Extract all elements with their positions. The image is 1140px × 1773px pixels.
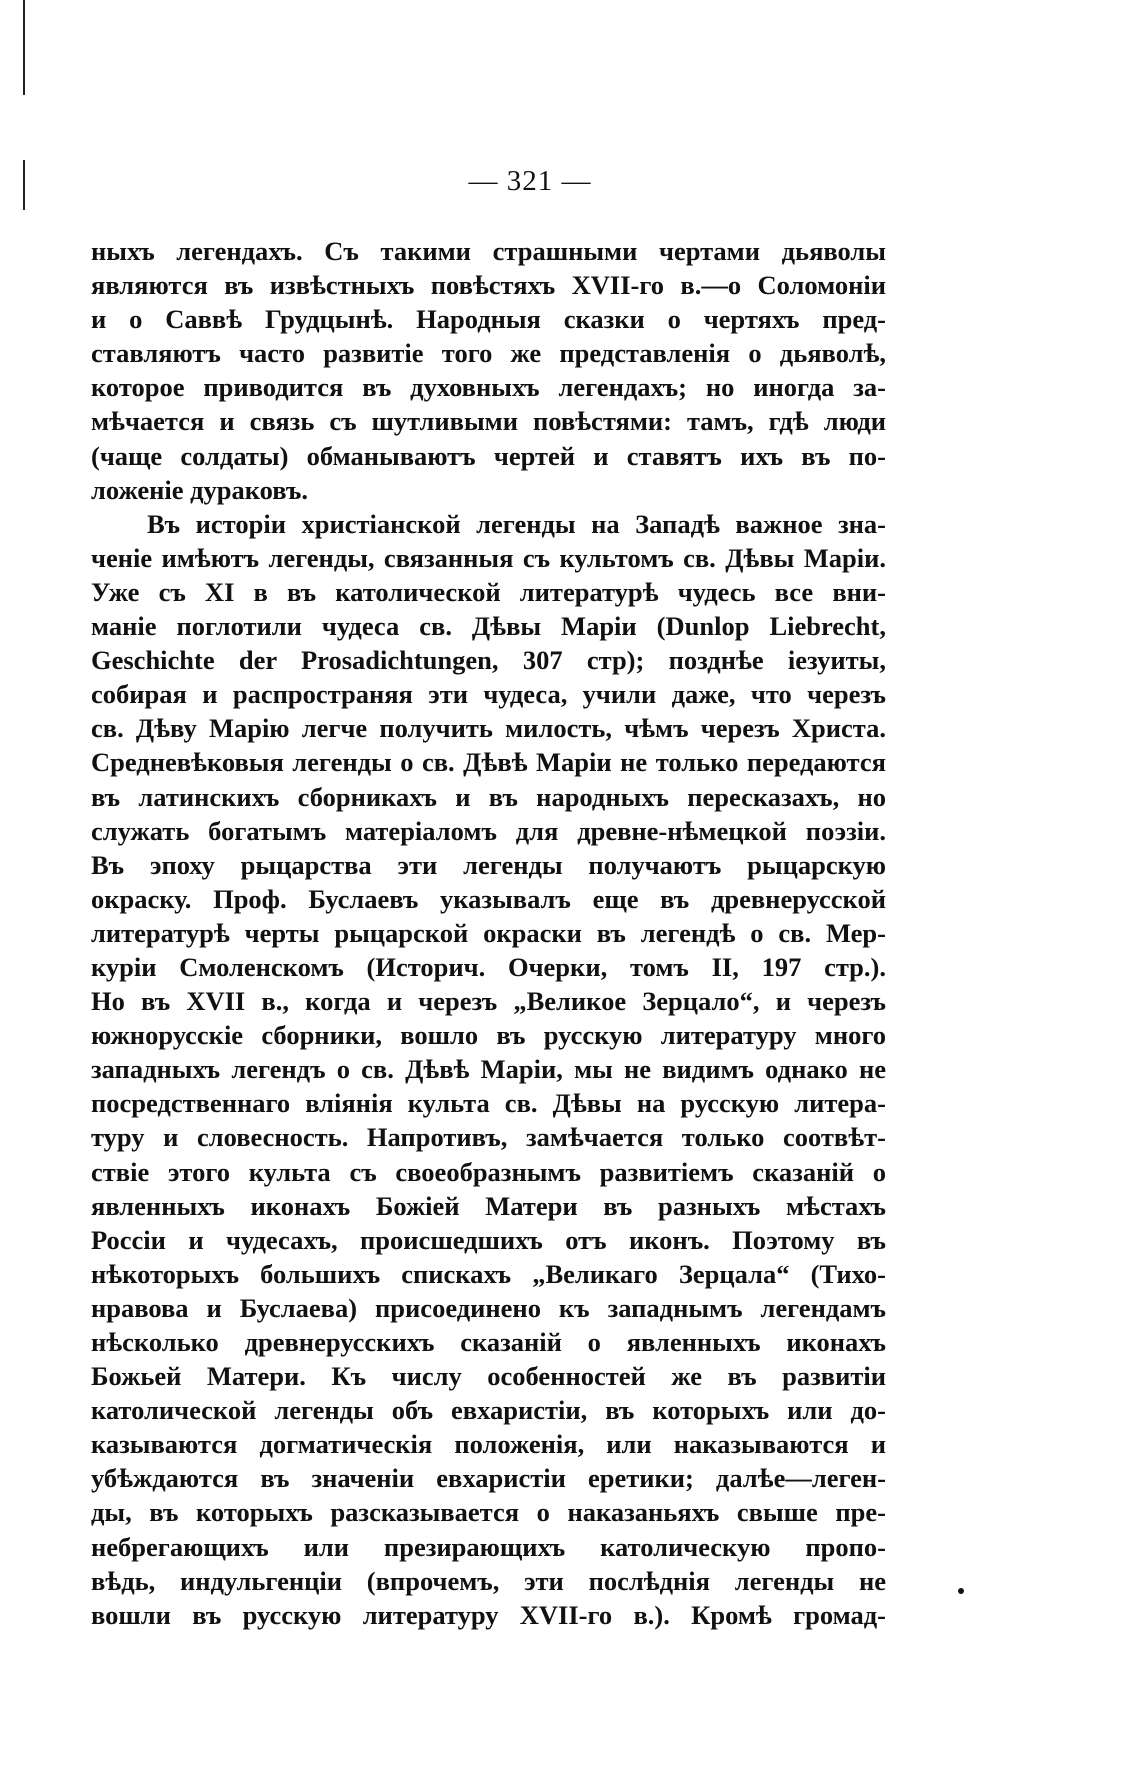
text-line: убѣждаются въ значеніи евхаристіи еретики; далѣе—леген- xyxy=(91,1463,886,1494)
text-line: Уже съ XI в въ католической литературѣ чудесь все вни- xyxy=(91,576,886,607)
text-line: ствіе этого культа съ своеобразнымъ развитіемъ сказаній о xyxy=(91,1156,886,1187)
text-line: мѣчается и связь съ шутливыми повѣстями: тамъ, гдѣ люди xyxy=(91,406,886,437)
text-line: литературѣ черты рыцарской окраски въ легендѣ о св. Мер- xyxy=(91,917,886,948)
text-line: вошли въ русскую литературу XVII-го в.). Кромѣ громад- xyxy=(91,1599,886,1630)
text-line: окраску. Проф. Буслаевъ указывалъ еще въ древнерусской xyxy=(91,883,886,914)
text-line: Geschichte der Prosadichtungen, 307 стр); позднѣе іезуиты, xyxy=(91,645,886,676)
text-line: нравова и Буслаева) присоединено къ западнымъ легендамъ xyxy=(91,1292,886,1323)
text-line: въ латинскихъ сборникахъ и въ народныхъ пересказахъ, но xyxy=(91,781,886,812)
text-line: куріи Смоленскомъ (Историч. Очерки, томъ II, 197 стр.). xyxy=(91,951,886,982)
text-line: нѣсколько древнерусскихъ сказаній о явленныхъ иконахъ xyxy=(91,1327,886,1357)
scan-edge-mark xyxy=(23,0,25,95)
text-line: ды, въ которыхъ разсказывается о наказаньяхъ свыше пре- xyxy=(91,1497,886,1528)
text-line: собирая и распространяя эти чудеса, учили даже, что черезъ xyxy=(91,679,886,710)
text-line: Россіи и чудесахъ, происшедшихъ отъ иконъ. Поэтому въ xyxy=(91,1224,886,1255)
text-line: Въ эпоху рыцарства эти легенды получаютъ рыцарскую xyxy=(91,849,886,880)
text-line: и о Саввѣ Грудцынѣ. Народныя сказки о чертяхъ пред- xyxy=(91,304,886,335)
text-line: Въ исторіи христіанской легенды на Западѣ важное зна- xyxy=(147,508,886,539)
text-line: явленныхъ иконахъ Божіей Матери въ разныхъ мѣстахъ xyxy=(91,1190,886,1221)
body-text xyxy=(91,234,886,1632)
text-line: Средневѣковыя легенды о св. Дѣвѣ Маріи не только передаются xyxy=(91,747,886,778)
text-line: (чаще солдаты) обманываютъ чертей и ставятъ ихъ въ по- xyxy=(91,440,886,471)
text-line: южнорусскіе сборники, вошло въ русскую литературу много xyxy=(91,1020,886,1051)
text-line: ныхъ легендахъ. Съ такими страшными чертами дьяволы xyxy=(91,236,886,266)
scan-speck xyxy=(958,1588,964,1594)
text-line: ложеніе дураковъ. xyxy=(91,474,308,505)
text-line: являются въ извѣстныхъ повѣстяхъ XVII-го в.—о Соломоніи xyxy=(91,270,886,301)
text-line: маніе поглотили чудеса св. Дѣвы Маріи (Dunlop Liebrecht, xyxy=(91,611,886,642)
text-line: Божьей Матери. Къ числу особенностей же въ развитіи xyxy=(91,1361,886,1392)
text-line: нѣкоторыхъ большихъ спискахъ „Великаго Зерцала“ (Тихо- xyxy=(91,1258,886,1289)
text-line: посредственнаго вліянія культа св. Дѣвы на русскую литера- xyxy=(91,1088,886,1119)
text-line: католической легенды объ евхаристіи, въ которыхъ или до- xyxy=(91,1395,886,1426)
text-line: Но въ XVII в., когда и черезъ „Великое Зерцало“, и черезъ xyxy=(91,986,886,1017)
text-line: которое приводится въ духовныхъ легендахъ; но иногда за- xyxy=(91,372,886,403)
text-line: западныхъ легендъ о св. Дѣвѣ Маріи, мы не видимъ однако не xyxy=(91,1054,886,1085)
text-line: вѣдь, индульгенціи (впрочемъ, эти послѣднія легенды не xyxy=(91,1565,886,1596)
text-line: казываются догматическія положенія, или наказываются и xyxy=(91,1429,886,1460)
text-line: ченіе имѣютъ легенды, связанныя съ культомъ св. Дѣвы Маріи. xyxy=(91,542,886,573)
text-line: служать богатымъ матеріаломъ для древне-нѣмецкой поэзіи. xyxy=(91,815,886,846)
text-line: туру и словесность. Напротивъ, замѣчается только соотвѣт- xyxy=(91,1122,886,1153)
text-line: св. Дѣву Марію легче получить милость, чѣмъ черезъ Христа. xyxy=(91,713,886,744)
text-line: ставляютъ часто развитіе того же представленія о дьяволѣ, xyxy=(91,338,886,369)
page-number: — 321 — xyxy=(468,165,592,197)
text-line: небрегающихъ или презирающихъ католическую пропо- xyxy=(91,1531,886,1562)
